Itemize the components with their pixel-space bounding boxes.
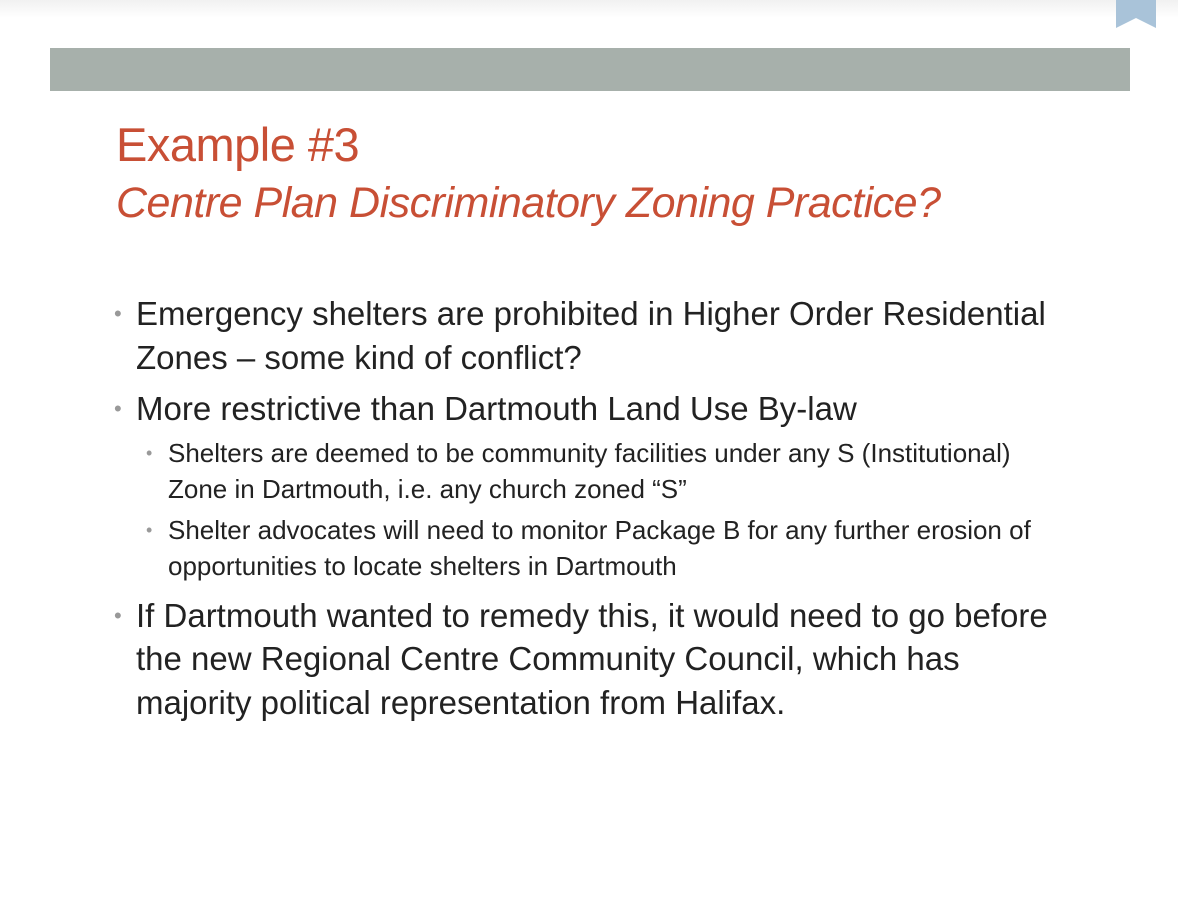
bullet-dot-icon: • [114,396,122,421]
sub-bullet-text: Shelter advocates will need to monitor Package B for any further erosion of opportunities to locate shelters in Dartmouth [168,514,1031,581]
slide-title: Example #3 [116,118,360,171]
sub-bullet-dot-icon: • [146,519,153,540]
bullet-dot-icon: • [114,602,122,628]
sub-bullet-list [136,435,1072,584]
header-bar [50,48,1130,91]
bookmark-icon[interactable] [1116,0,1156,28]
title-block [116,116,1116,232]
sub-bullet-item [136,435,1072,507]
sub-bullet-item [136,512,1072,584]
slide-subtitle: Centre Plan Discriminatory Zoning Practice? [116,179,941,227]
bullet-text: Emergency shelters are prohibited in Higher Order Residential Zones – some kind of conflict? [136,295,1046,376]
bullet-item [112,292,1072,379]
bullet-text: More restrictive than Dartmouth Land Use By-law [136,390,857,427]
bullet-list [112,292,1072,724]
bullet-dot-icon: • [114,301,122,326]
sub-bullet-dot-icon: • [146,442,153,463]
bullet-text: If Dartmouth wanted to remedy this, it would need to go before the new Regional Centre Community Council, which has majority political representation from Halifax. [136,596,1048,721]
bullet-item [112,594,1072,725]
bullet-item [112,387,1072,584]
top-shadow [0,0,1178,18]
sub-bullet-text: Shelters are deemed to be community facilities under any S (Institutional) Zone in Dartmouth, i.e. any church zoned “S” [168,437,1011,504]
